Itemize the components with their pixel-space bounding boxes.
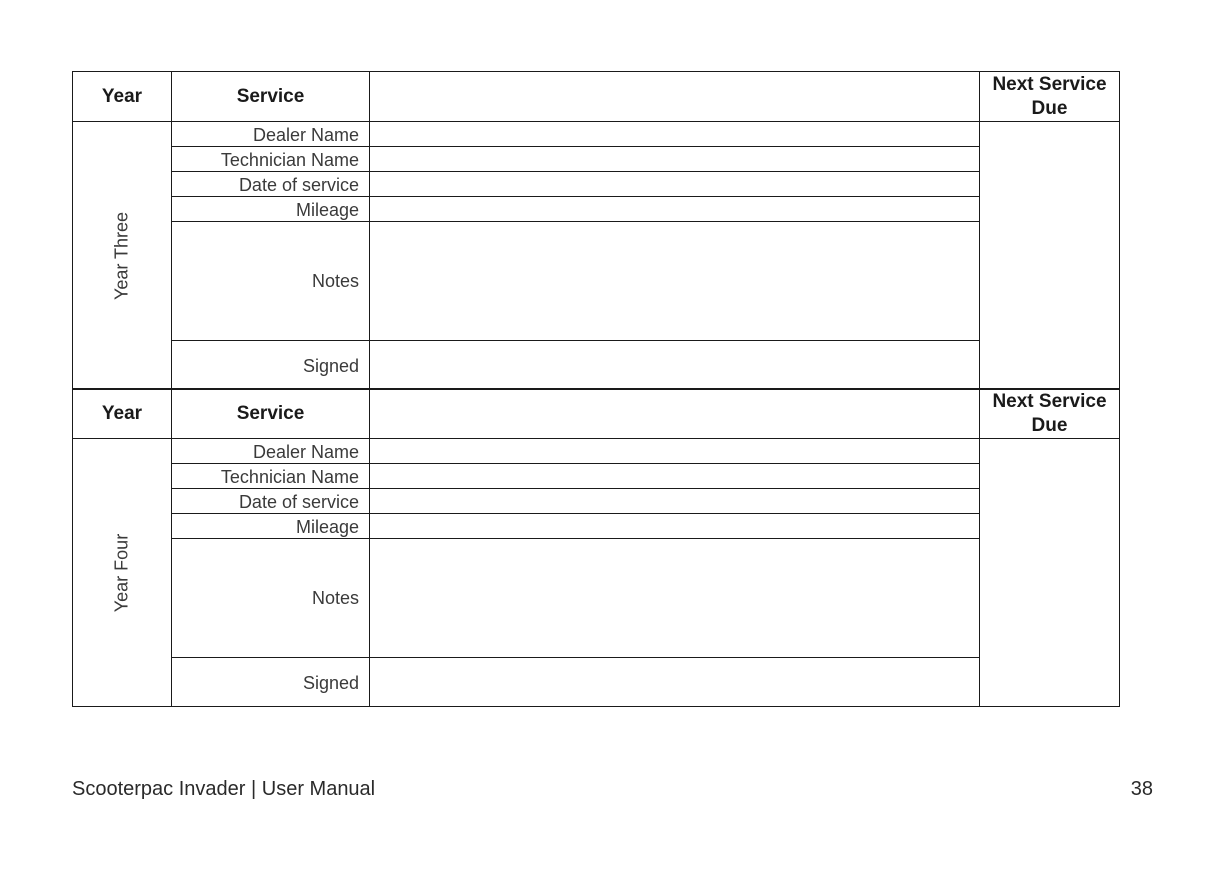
entry-dealer-name[interactable] <box>370 122 980 147</box>
header-entry-blank <box>370 389 980 439</box>
row-mileage <box>73 197 1120 222</box>
row-signed <box>73 658 1120 707</box>
entry-mileage[interactable] <box>370 514 980 539</box>
header-year: Year <box>73 389 172 439</box>
service-log-table-year-four <box>72 388 1120 707</box>
header-entry-blank <box>370 72 980 122</box>
row-technician-name <box>73 147 1120 172</box>
label-mileage: Mileage <box>172 197 370 222</box>
row-date-of-service <box>73 172 1120 197</box>
row-notes <box>73 539 1120 658</box>
entry-technician-name[interactable] <box>370 147 980 172</box>
entry-next-service-due[interactable] <box>980 122 1120 390</box>
row-mileage <box>73 514 1120 539</box>
label-signed: Signed <box>172 658 370 707</box>
entry-notes[interactable] <box>370 539 980 658</box>
row-technician-name <box>73 464 1120 489</box>
label-technician-name: Technician Name <box>172 464 370 489</box>
service-log-table-year-three <box>72 71 1120 390</box>
label-technician-name: Technician Name <box>172 147 370 172</box>
label-dealer-name: Dealer Name <box>172 122 370 147</box>
table-header-row <box>73 72 1120 122</box>
header-service: Service <box>172 389 370 439</box>
entry-mileage[interactable] <box>370 197 980 222</box>
year-label: Year Four <box>111 533 132 612</box>
header-year: Year <box>73 72 172 122</box>
year-label: Year Three <box>111 211 132 300</box>
label-dealer-name: Dealer Name <box>172 439 370 464</box>
label-notes: Notes <box>172 539 370 658</box>
label-mileage: Mileage <box>172 514 370 539</box>
entry-technician-name[interactable] <box>370 464 980 489</box>
row-dealer-name <box>73 439 1120 464</box>
entry-signed[interactable] <box>370 341 980 390</box>
year-cell <box>73 439 172 707</box>
page-number: 38 <box>1130 778 1153 800</box>
header-service: Service <box>172 72 370 122</box>
label-signed: Signed <box>172 341 370 390</box>
table-header-row <box>73 389 1120 439</box>
row-dealer-name <box>73 122 1120 147</box>
header-next-service-due: Next Service Due <box>980 72 1120 122</box>
header-next-service-due: Next Service Due <box>980 389 1120 439</box>
entry-notes[interactable] <box>370 222 980 341</box>
label-date-of-service: Date of service <box>172 172 370 197</box>
row-date-of-service <box>73 489 1120 514</box>
entry-date-of-service[interactable] <box>370 489 980 514</box>
label-date-of-service: Date of service <box>172 489 370 514</box>
row-notes <box>73 222 1120 341</box>
row-signed <box>73 341 1120 390</box>
entry-next-service-due[interactable] <box>980 439 1120 707</box>
entry-date-of-service[interactable] <box>370 172 980 197</box>
entry-dealer-name[interactable] <box>370 439 980 464</box>
entry-signed[interactable] <box>370 658 980 707</box>
year-cell <box>73 122 172 390</box>
footer-title: Scooterpac Invader | User Manual <box>72 778 376 800</box>
label-notes: Notes <box>172 222 370 341</box>
